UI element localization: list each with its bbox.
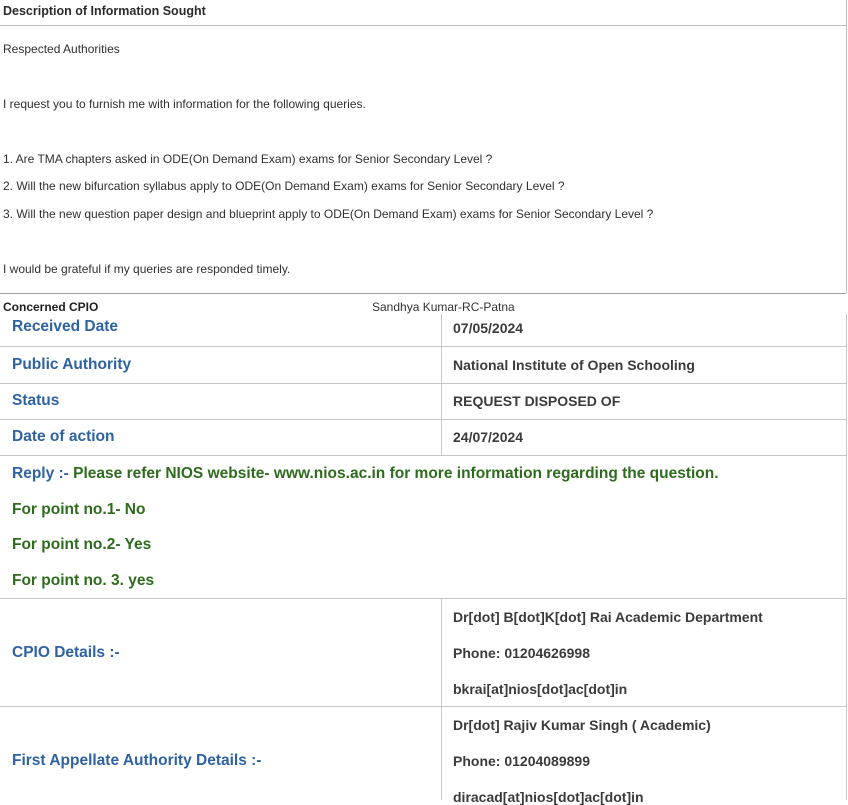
- column-divider: [441, 599, 442, 706]
- status-value: REQUEST DISPOSED OF: [453, 393, 621, 409]
- concerned-cpio-label: Concerned CPIO: [3, 300, 99, 314]
- received-date-row: [0, 314, 847, 347]
- appellate-name: Dr[dot] Rajiv Kumar Singh ( Academic): [453, 717, 711, 733]
- column-divider: [441, 707, 442, 800]
- section-header: [0, 0, 847, 26]
- reply-block: [0, 456, 847, 599]
- appellate-phone: Phone: 01204089899: [453, 753, 590, 769]
- reply-point-2: For point no.2- Yes: [12, 536, 152, 553]
- first-appellate-label: First Appellate Authority Details :-: [12, 752, 262, 769]
- concerned-cpio-value: Sandhya Kumar-RC-Patna: [372, 300, 515, 314]
- date-of-action-label: Date of action: [12, 428, 115, 445]
- query-3: 3. Will the new question paper design and blueprint apply to ODE(On Demand Exam) exams for Senior Secondary Level ?: [3, 207, 654, 221]
- divider: [0, 293, 846, 294]
- intro-text: I request you to furnish me with information for the following queries.: [3, 97, 366, 111]
- reply-point-3: For point no. 3. yes: [12, 572, 155, 589]
- status-label: Status: [12, 392, 60, 409]
- cpio-details-label: CPIO Details :-: [12, 644, 120, 661]
- description-block: [0, 26, 847, 293]
- reply-text: Please refer NIOS website- www.nios.ac.in for more information regarding the question.: [73, 465, 719, 482]
- received-date-value: 07/05/2024: [453, 320, 524, 336]
- public-authority-row: [0, 347, 847, 384]
- closing-text: I would be grateful if my queries are responded timely.: [3, 262, 291, 276]
- greeting-text: Respected Authorities: [3, 42, 120, 56]
- column-divider: [441, 347, 442, 383]
- cpio-phone: Phone: 01204626998: [453, 645, 590, 661]
- query-2: 2. Will the new bifurcation syllabus apply to ODE(On Demand Exam) exams for Senior Secondary Level ?: [3, 179, 565, 193]
- reply-point-1: For point no.1- No: [12, 501, 146, 518]
- cpio-name: Dr[dot] B[dot]K[dot] Rai Academic Department: [453, 609, 763, 625]
- reply-line: [12, 465, 719, 483]
- date-of-action-row: [0, 420, 847, 456]
- status-row: [0, 384, 847, 420]
- query-1: 1. Are TMA chapters asked in ODE(On Demand Exam) exams for Senior Secondary Level ?: [3, 152, 493, 166]
- column-divider: [441, 420, 442, 455]
- column-divider: [441, 314, 442, 346]
- public-authority-value: National Institute of Open Schooling: [453, 357, 695, 373]
- cpio-details-row: [0, 599, 847, 707]
- column-divider: [441, 384, 442, 419]
- public-authority-label: Public Authority: [12, 356, 132, 373]
- first-appellate-row: [0, 707, 847, 805]
- appellate-email: diracad[at]nios[dot]ac[dot]in: [453, 789, 644, 805]
- section-title: Description of Information Sought: [3, 4, 206, 18]
- reply-prefix: Reply :-: [12, 465, 74, 482]
- date-of-action-value: 24/07/2024: [453, 429, 524, 445]
- cpio-email: bkrai[at]nios[dot]ac[dot]in: [453, 681, 628, 697]
- received-date-label: Received Date: [12, 318, 118, 335]
